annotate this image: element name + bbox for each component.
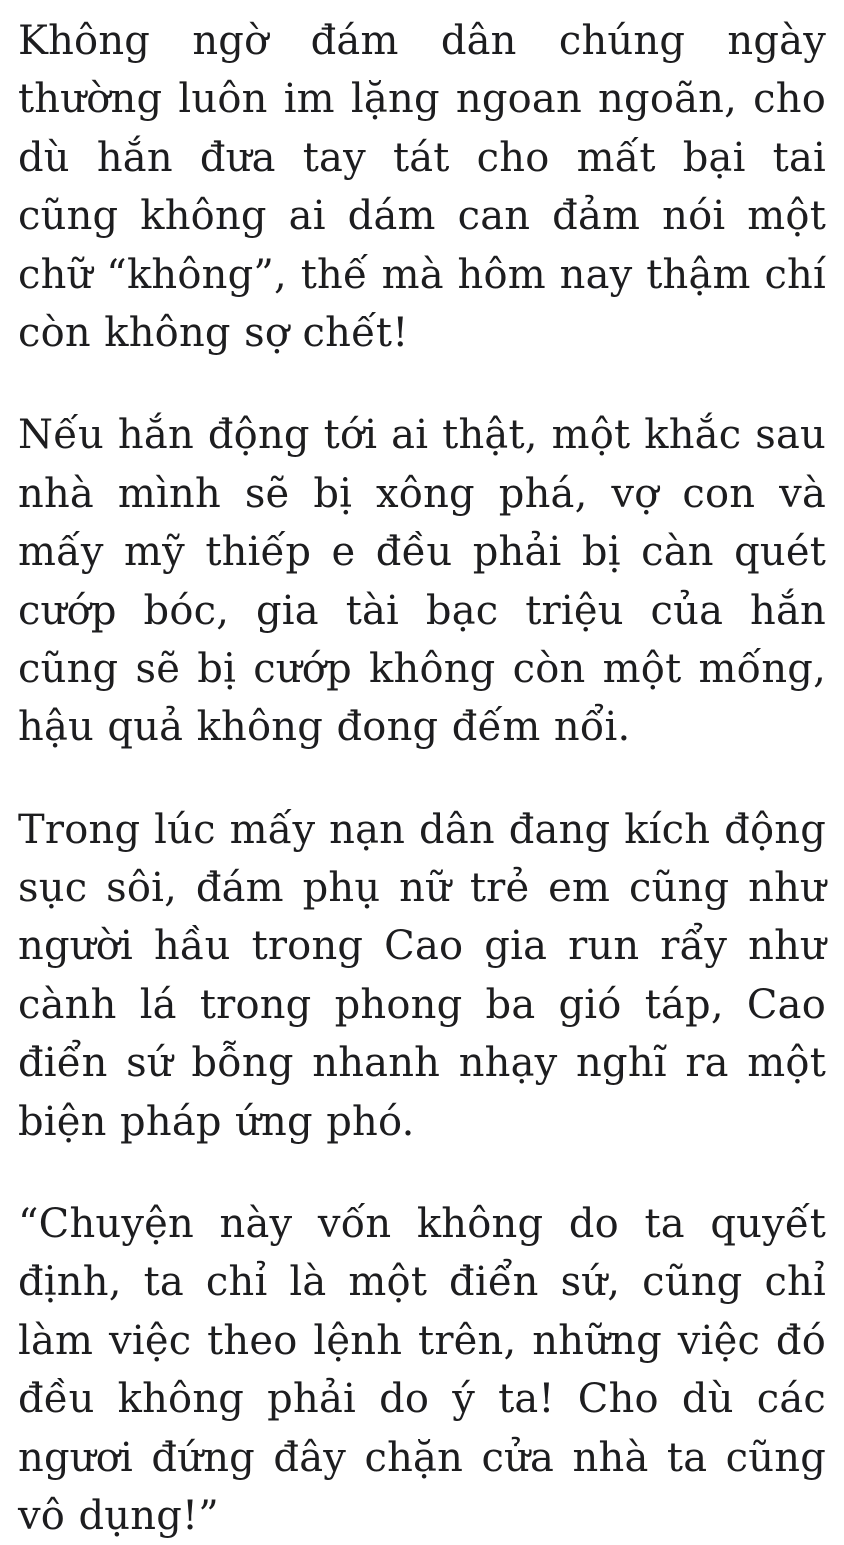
paragraph: Nếu hắn động tới ai thật, một khắc sau nhà mình sẽ bị xông phá, vợ con và mấy mỹ thiếp e đều phải bị càn quét cướp bóc, gia tài bạc triệu của hắn cũng sẽ bị cướp không còn một mống, hậu quả không đong đếm nổi. bbox=[18, 412, 826, 751]
paragraph: Không ngờ đám dân chúng ngày thường luôn im lặng ngoan ngoãn, cho dù hắn đưa tay tát cho mất bại tai cũng không ai dám can đảm nói một chữ “không”, thế mà hôm nay thậm chí còn không sợ chết! bbox=[18, 18, 826, 356]
paragraph: “Chuyện này vốn không do ta quyết định, ta chỉ là một điển sứ, cũng chỉ làm việc theo lệnh trên, những việc đó đều không phải do ý ta! Cho dù các ngươi đứng đây chặn cửa nhà ta cũng vô dụng!” bbox=[18, 1201, 826, 1539]
paragraph: Trong lúc mấy nạn dân đang kích động sục sôi, đám phụ nữ trẻ em cũng như người hầu trong Cao gia run rẩy như cành lá trong phong ba gió táp, Cao điển sứ bỗng nhanh nhạy nghĩ ra một biện pháp ứng phó. bbox=[18, 806, 826, 1145]
